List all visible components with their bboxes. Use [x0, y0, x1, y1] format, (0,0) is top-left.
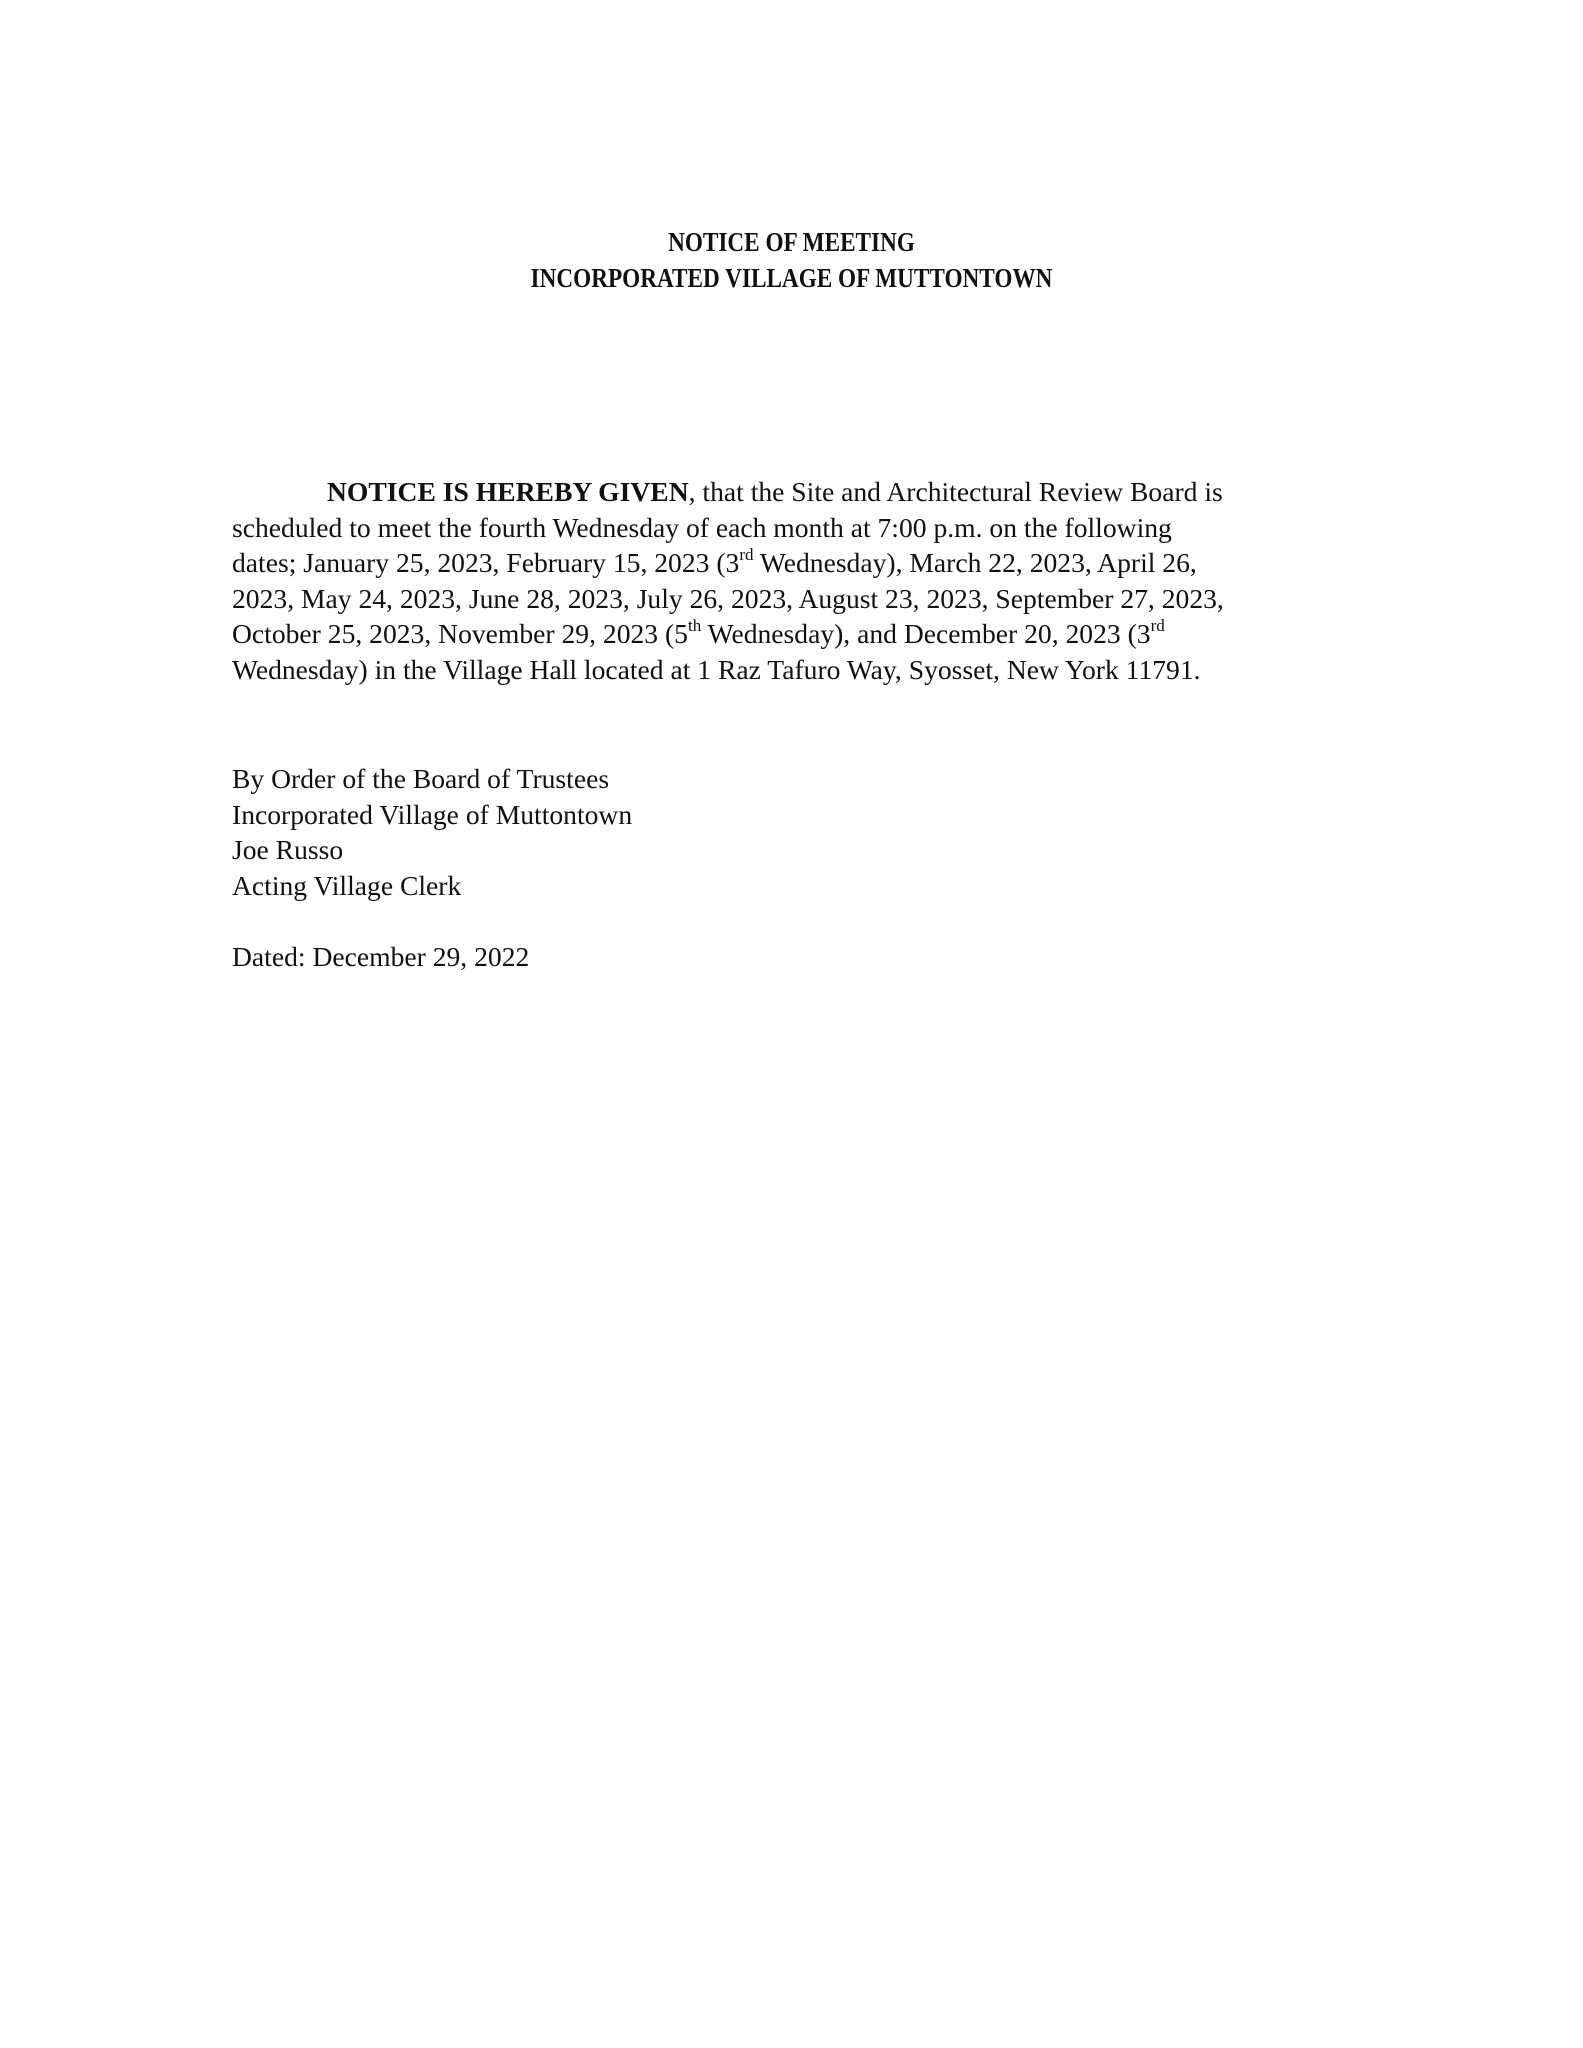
notice-lead-bold: NOTICE IS HEREBY GIVEN [327, 476, 689, 507]
title-line-village-name: INCORPORATED VILLAGE OF MUTTONTOWN [530, 263, 1053, 293]
body-line-5 [232, 616, 1224, 652]
body-line-3-a: dates; January 25, 2023, February 15, 2023 (3 [232, 547, 740, 579]
body-line-5-a: October 25, 2023, November 29, 2023 (5 [232, 618, 688, 650]
body-line-2: scheduled to meet the fourth Wednesday of each month at 7:00 p.m. on the following [232, 511, 1172, 543]
signature-organization: Incorporated Village of Muttontown [232, 798, 633, 830]
body-line-1 [232, 474, 1224, 510]
dated-line: Dated: December 29, 2022 [232, 941, 530, 972]
signature-authority: By Order of the Board of Trustees [232, 763, 610, 794]
body-line-3-b: Wednesday), March 22, 2023, April 26, [753, 547, 1197, 579]
signature-name: Joe Russo [232, 834, 344, 866]
signature-title: Acting Village Clerk [232, 869, 462, 901]
body-line-4: 2023, May 24, 2023, June 28, 2023, July 26, 2023, August 23, 2023, September 27, 2023, [232, 582, 1224, 614]
body-line-1-text: , that the Site and Architectural Review Board is [688, 476, 1223, 507]
signature-block [232, 761, 632, 903]
body-line-6: Wednesday) in the Village Hall located at 1 Raz Tafuro Way, Syosset, New York 11791. [232, 653, 1201, 685]
ordinal-superscript: rd [1150, 616, 1165, 636]
notice-title [0, 224, 1583, 296]
body-line-5-b: Wednesday), and December 20, 2023 (3 [701, 618, 1151, 650]
ordinal-superscript: rd [739, 545, 754, 564]
notice-body-paragraph [232, 474, 1224, 688]
title-line-notice-of-meeting: NOTICE OF MEETING [668, 227, 915, 257]
ordinal-superscript: th [687, 616, 702, 636]
body-line-3 [232, 545, 1224, 581]
